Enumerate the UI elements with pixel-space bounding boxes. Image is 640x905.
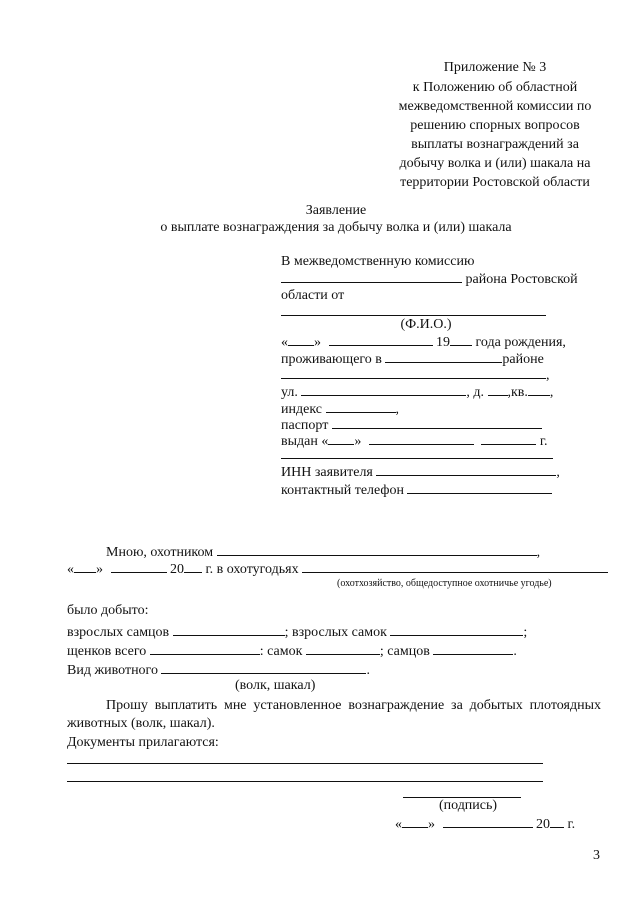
species-field[interactable] bbox=[161, 661, 366, 674]
quote-close: » bbox=[96, 562, 103, 577]
apt-field[interactable] bbox=[528, 383, 550, 396]
issued-day-field[interactable] bbox=[328, 432, 354, 445]
comma: , bbox=[546, 368, 550, 383]
species-label: Вид животного bbox=[67, 663, 158, 678]
issued-label: выдан « bbox=[281, 434, 329, 449]
address-field[interactable] bbox=[281, 366, 546, 379]
hunt-year-field[interactable] bbox=[184, 560, 202, 573]
hunter-label: Мною, охотником bbox=[106, 545, 214, 560]
document-subtitle: о выплате вознаграждения за добычу волка и (или) шакала bbox=[160, 220, 512, 235]
birth-month-field[interactable] bbox=[329, 333, 433, 346]
adults-line bbox=[67, 623, 527, 641]
comma: , bbox=[536, 545, 541, 560]
year-suffix: года рождения, bbox=[475, 335, 566, 350]
request-line-1 bbox=[67, 698, 601, 714]
species-line bbox=[67, 661, 370, 679]
dot: . bbox=[366, 663, 370, 678]
appendix-line: добычу волка и (или) шакала на bbox=[399, 156, 591, 171]
year-20: 20 bbox=[536, 817, 550, 832]
birth-day-field[interactable] bbox=[288, 333, 314, 346]
pups-total-label: щенков всего bbox=[67, 644, 147, 659]
quote-close: » bbox=[354, 434, 362, 449]
documents-field-1[interactable] bbox=[67, 763, 543, 764]
issued-line bbox=[281, 432, 548, 450]
pups-females-field[interactable] bbox=[306, 642, 380, 655]
residence-field[interactable] bbox=[385, 350, 502, 363]
index-field[interactable] bbox=[326, 400, 396, 413]
obtained-label: было добыто: bbox=[67, 603, 149, 618]
appendix-line: Приложение № 3 bbox=[443, 60, 547, 75]
phone-line bbox=[281, 481, 552, 499]
hunt-day-field[interactable] bbox=[74, 560, 96, 573]
house-field[interactable] bbox=[488, 383, 508, 396]
phone-field[interactable] bbox=[407, 481, 552, 494]
comma: , bbox=[549, 385, 554, 400]
fio-caption: (Ф.И.О.) bbox=[400, 317, 452, 332]
apt-label: ,кв. bbox=[507, 385, 528, 400]
appendix-line: выплаты вознаграждений за bbox=[411, 137, 579, 152]
adult-females-field[interactable] bbox=[390, 623, 523, 636]
signature-caption: (подпись) bbox=[438, 798, 498, 813]
raion-label: районе bbox=[502, 352, 544, 367]
year-20: 20 bbox=[170, 562, 184, 577]
year-prefix: 19 bbox=[436, 335, 450, 350]
request-text: Прошу выплатить мне установленное вознаграждение за добытых плотоядных bbox=[106, 698, 601, 713]
grounds-label: г. в охотугодьях bbox=[205, 562, 299, 577]
year-g: г. bbox=[567, 817, 576, 832]
birth-year-field[interactable] bbox=[450, 333, 472, 346]
document-title: Заявление bbox=[305, 203, 367, 218]
year-g: г. bbox=[539, 434, 548, 449]
sign-year-field[interactable] bbox=[550, 815, 564, 828]
pups-line bbox=[67, 642, 517, 660]
pups-males-field[interactable] bbox=[433, 642, 513, 655]
street-line bbox=[281, 383, 553, 401]
birth-line bbox=[281, 333, 566, 351]
address-line-blank bbox=[281, 366, 550, 384]
request-line-2: животных (волк, шакал). bbox=[67, 716, 215, 731]
passport-label: паспорт bbox=[281, 418, 329, 433]
region-from: области от bbox=[281, 288, 345, 303]
grounds-caption: (охотхозяйство, общедоступное охотничье угодье) bbox=[337, 578, 552, 589]
documents-field-2[interactable] bbox=[67, 781, 543, 782]
semicolon: ; bbox=[523, 625, 528, 640]
appendix-line: межведомственной комиссии по bbox=[398, 99, 592, 114]
issued-month-field[interactable] bbox=[369, 432, 474, 445]
inn-line bbox=[281, 463, 560, 481]
issued-by-field[interactable] bbox=[281, 458, 553, 459]
appendix-line: решению спорных вопросов bbox=[410, 118, 580, 133]
appendix-line: к Положению об областной bbox=[412, 80, 578, 95]
adult-males-label: взрослых самцов bbox=[67, 625, 170, 640]
residing-label: проживающего в bbox=[281, 352, 382, 367]
passport-field[interactable] bbox=[332, 416, 542, 429]
quote-close: » bbox=[314, 335, 321, 350]
pups-females-label: : самок bbox=[259, 644, 303, 659]
comma: , bbox=[556, 465, 560, 480]
sign-day-field[interactable] bbox=[402, 815, 428, 828]
hunting-grounds-field[interactable] bbox=[302, 560, 608, 573]
addressee-to: В межведомственную комиссию bbox=[281, 254, 475, 269]
sign-date-line bbox=[395, 815, 575, 833]
index-label: индекс bbox=[281, 402, 322, 417]
documents-label: Документы прилагаются: bbox=[67, 735, 219, 750]
pups-total-field[interactable] bbox=[150, 642, 260, 655]
phone-label: контактный телефон bbox=[281, 483, 404, 498]
inn-field[interactable] bbox=[376, 463, 556, 476]
inn-label: ИНН заявителя bbox=[281, 465, 373, 480]
quote-open: « bbox=[395, 817, 402, 832]
pups-males-label: ; самцов bbox=[379, 644, 430, 659]
district-field[interactable] bbox=[281, 270, 462, 283]
hunter-name-field[interactable] bbox=[217, 543, 537, 556]
street-label: ул. bbox=[281, 385, 298, 400]
fio-field[interactable] bbox=[281, 315, 546, 316]
quote-open: « bbox=[67, 562, 74, 577]
district-line bbox=[281, 270, 578, 288]
species-caption: (волк, шакал) bbox=[235, 678, 316, 693]
district-suffix: района Ростовской bbox=[465, 272, 578, 287]
appendix-line: территории Ростовской области bbox=[400, 175, 590, 190]
quote-open: « bbox=[281, 335, 288, 350]
dot: . bbox=[513, 644, 517, 659]
street-field[interactable] bbox=[301, 383, 466, 396]
sign-month-field[interactable] bbox=[443, 815, 533, 828]
quote-close: » bbox=[428, 817, 435, 832]
adult-females-label: ; взрослых самок bbox=[284, 625, 387, 640]
adult-males-field[interactable] bbox=[173, 623, 285, 636]
issued-year-field[interactable] bbox=[481, 432, 536, 445]
hunt-month-field[interactable] bbox=[111, 560, 167, 573]
house-label: , д. bbox=[466, 385, 484, 400]
page-number: 3 bbox=[593, 848, 600, 863]
comma: , bbox=[395, 402, 399, 417]
hunter-line bbox=[106, 543, 540, 561]
